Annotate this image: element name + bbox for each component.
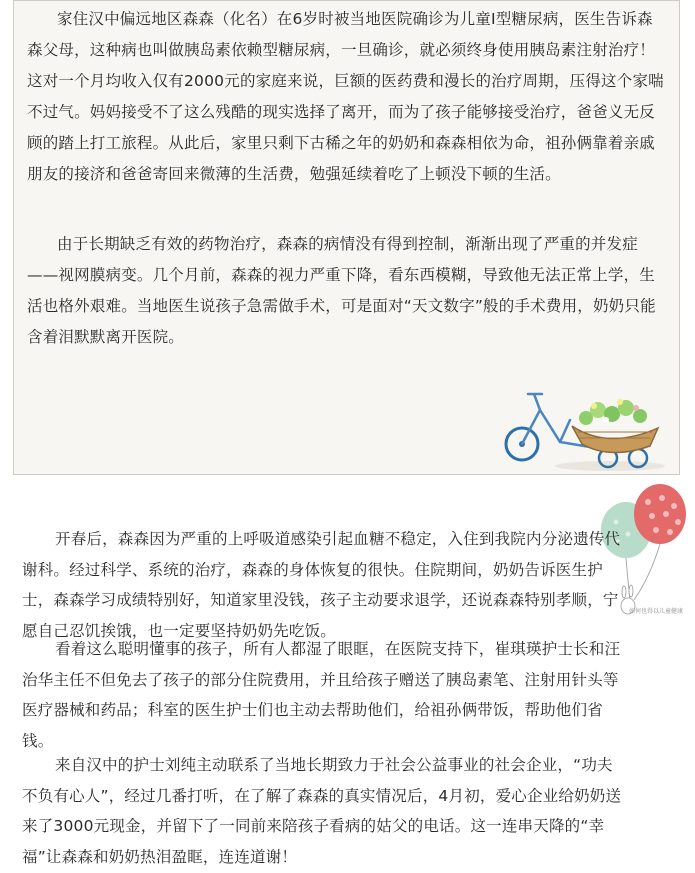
story-paragraph-3: 开春后，森森因为严重的上呼吸道感染引起血糖不稳定，入住到我院内分泌遗传代谢科。经过科学、系统的治疗，森森的身体恢复的很快。住院期间，奶奶告诉医生护士，森森学习成绩特别好，知道家里没钱，孩子主动要求退学，还说森森特别孝顺，宁愿自己忍饥挨饿，也一定要坚持奶奶先吃饭。 [22,530,621,641]
story-paragraph-1: 家住汉中偏远地区森森（化名）在6岁时被当地医院确诊为儿童Ⅰ型糖尿病，医生告诉森森父母，这种病也叫做胰岛素依赖型糖尿病，一旦确诊，就必须终身使用胰岛素注射治疗！这对一个月均收入仅有2000元的家庭来说，巨额的医药费和漫长的治疗周期，压得这个家喘不过气。妈妈接受不了这么残酷的现实选择了离开，而为了孩子能够接受治疗，爸爸义无反顾的踏上打工旅程。从此后，家里只剩下古稀之年的奶奶和森森相依为命，祖孙俩靠着亲戚朋友的接济和爸爸寄回来微薄的生活费，勉强延续着吃了上顿没下顿的生活。 [27,10,664,183]
bicycle-flower-cart-icon [490,380,670,475]
story-paragraph-2: 由于长期缺乏有效的药物治疗，森森的病情没有得到控制，渐渐出现了严重的并发症——视网膜病变。几个月前，森森的视力严重下降，看东西模糊，导致他无法正常上学，生活也格外艰难。当地医生说孩子急需做手术，可是面对“天文数字”般的手术费用，奶奶只能含着泪默默离开医院。 [27,235,656,346]
watermark-text: 如何也得以儿童健康 [629,608,684,615]
story-paragraph-4: 看着这么聪明懂事的孩子，所有人都湿了眼眶，在医院支持下，崔琪瑛护士长和汪治华主任不但免去了孩子的部分住院费用，并且给孩子赠送了胰岛素笔、注射用针头等医疗器械和药品；科室的医生护士们也主动去帮助他们，给祖孙俩带饭，帮助他们省钱。 [22,640,621,751]
story-paragraph-5: 来自汉中的护士刘纯主动联系了当地长期致力于社会公益事业的社会企业，“功夫不负有心人”，经过几番打听，在了解了森森的真实情况后，4月初，爱心企业给奶奶送来了3000元现金，并留下了一同前来陪孩子看病的姑父的电话。这一连串天降的“幸福”让森森和奶奶热泪盈眶，连连道谢！ [22,756,622,867]
